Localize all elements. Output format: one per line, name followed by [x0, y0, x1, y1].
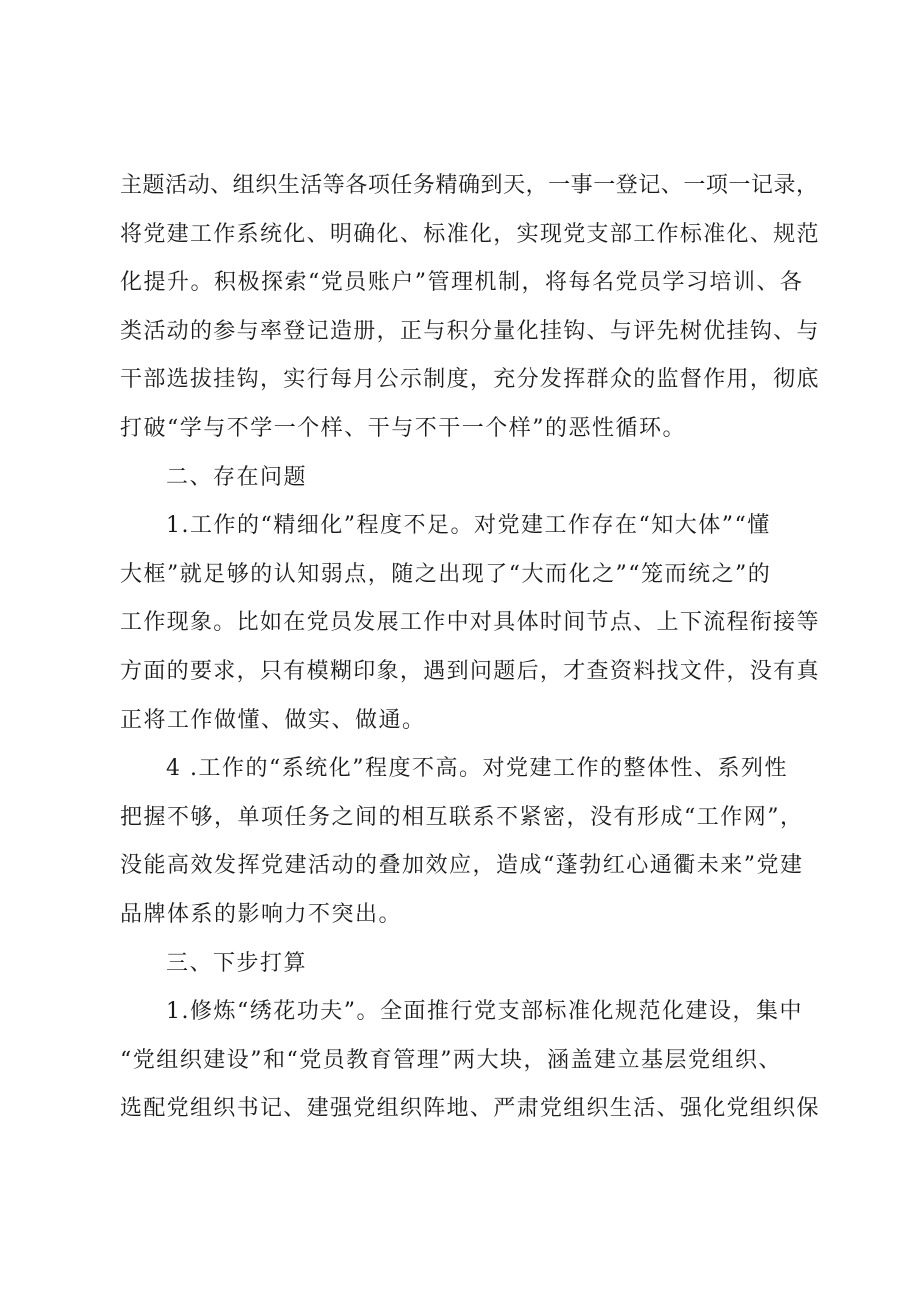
- text-line: 将党建工作系统化、明确化、标准化，实现党支部工作标准化、规范: [120, 221, 820, 247]
- text-line: 1.工作的“精细化”程度不足。对党建工作存在“知大体”“懂: [166, 513, 771, 539]
- text-line: 大框”就足够的认知弱点，随之出现了“大而化之”“笼而统之”的: [120, 561, 772, 587]
- text-line: 1.修炼“绣花功夫”。全面推行党支部标准化规范化建设，集中: [166, 999, 803, 1025]
- text-line: 打破“学与不学一个样、干与不干一个样”的恶性循环。: [120, 415, 686, 441]
- text-line: 没能高效发挥党建活动的叠加效应，造成“蓬勃红心通衢未来”党建: [120, 853, 804, 879]
- text-line: 4 .工作的“系统化”程度不高。对党建工作的整体性、系列性: [166, 756, 788, 782]
- text-line: 三、下步打算: [166, 950, 308, 976]
- text-line: “党组织建设”和“党员教育管理”两大块，涵盖建立基层党组织、: [120, 1047, 782, 1073]
- text-line: 二、存在问题: [166, 464, 308, 490]
- text-line: 把握不够，单项任务之间的相互联系不紧密，没有形成“工作网”，: [120, 804, 804, 830]
- text-line: 工作现象。比如在党员发展工作中对具体时间节点、上下流程衔接等: [120, 610, 820, 636]
- text-line: 品牌体系的影响力不突出。: [120, 901, 403, 927]
- text-line: 主题活动、组织生活等各项任务精确到天，一事一登记、一项一记录，: [120, 173, 819, 198]
- text-line: 正将工作做懂、做实、做通。: [120, 707, 426, 733]
- text-line: 类活动的参与率登记造册，正与积分量化挂钩、与评先树优挂钩、与: [120, 318, 820, 344]
- document-body: [120, 162, 820, 1134]
- text-line: 干部选拔挂钩，实行每月公示制度，充分发挥群众的监督作用，彻底: [120, 367, 820, 393]
- text-line: 方面的要求，只有模糊印象，遇到问题后，才查资料找文件，没有真: [120, 658, 820, 684]
- text-line: 选配党组织书记、建强党组织阵地、严肃党组织生活、强化党组织保: [120, 1096, 820, 1122]
- text-line: 化提升。积极探索“党员账户”管理机制，将每名党员学习培训、各: [120, 270, 804, 296]
